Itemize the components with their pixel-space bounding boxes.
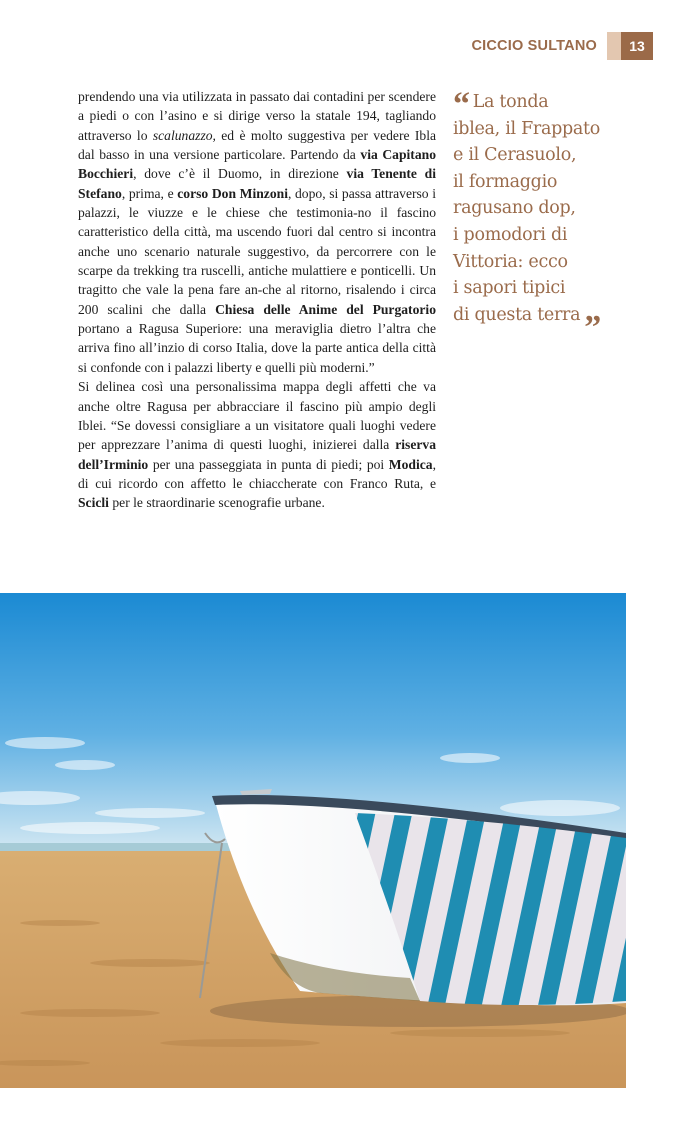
close-quote-mark: ” [584,308,601,346]
pull-quote-line: Vittoria: ecco [453,251,568,272]
body-text-run: ed è molto suggestiva per vedere Ibla dal basso in una versione particolare. Partendo da [78,127,436,163]
emphasized-place-name: via Capitano Bocchieri [78,147,436,182]
open-quote-mark: “ [453,86,470,123]
body-text-run: , prima, e [121,185,178,201]
emphasized-place-name: Scicli [78,495,109,511]
italic-term: scalunazzo, [152,127,216,143]
page-number: 13 [621,32,653,60]
body-text-run: Si delinea così una personalissima mappa degli affetti che va anche oltre Ragusa per abbracciare il fascino più ampio degli Iblei. “Se dovessi consigliare a un visitatore quali luoghi vedere per apprezzare l’anima di questi luoghi, inizierei dalla [78,379,436,453]
pull-quote-line: ragusano dop, [453,198,576,219]
emphasized-place-name: Modica [388,456,433,472]
emphasized-place-name: via Tenente di Stefano [78,166,436,201]
pull-quote-line: i sapori tipici [453,278,566,299]
running-head [471,34,653,58]
body-text-run: , di cui ricordo con affetto le chiaccherate con Franco Ruta, e [78,456,436,491]
pull-quote-line: La tonda [472,92,549,112]
body-paragraph-1 [78,87,436,377]
body-text-run: prendendo una via utilizzata in passato dai contadini per scendere a piedi o con l’asino e si dirige verso la statale 194, tagliando attraverso lo [78,89,436,143]
pull-quote-line: e il Cerasuolo, [453,145,577,166]
pull-quote-line: i pomodori di [453,224,568,245]
body-text-run: , dopo, si passa attraverso i palazzi, le viuzze e le chiese che testimonia-no il fascino caratteristico della città, ma uscendo fuori dal centro si incontra anche uno scenario naturale suggestivo, da percorrere con le scarpe da trekking tra ruscelli, antiche mulattiere e ponticelli. Un tragitto che vale la pena fare an-che al ritorno, risalendo i circa 200 scalini che dalla [78,185,437,317]
body-text-run: , dove c’è il Duomo, in direzione [133,166,347,182]
pull-quote [453,86,653,346]
header-tab-accent [607,32,621,60]
pull-quote-line: il formaggio [453,171,558,192]
running-title: CICCIO SULTANO [471,38,597,54]
body-text-run: per le straordinarie scenografie urbane. [108,495,325,511]
pull-quote-line: di questa terra [453,304,581,325]
pull-quote-line: iblea, il Frappato [453,118,601,139]
body-text-run: portano a Ragusa Superiore: una meraviglia dietro l’altra che arriva fino all’inzio di corso Italia, dove la parte antica della città si confonde con i palazzi liberty e quelli più moderni.” [78,321,436,375]
body-text-run: per una passeggiata in punta di piedi; poi [148,456,389,472]
emphasized-place-name: riserva dell’Irminio [78,437,436,472]
emphasized-place-name: Chiesa delle Anime del Purgatorio [215,301,436,317]
body-paragraph-2 [78,377,436,512]
beach-boat-photo [0,593,626,1088]
body-column [78,87,436,513]
emphasized-place-name: corso Don Minzoni [177,185,288,201]
